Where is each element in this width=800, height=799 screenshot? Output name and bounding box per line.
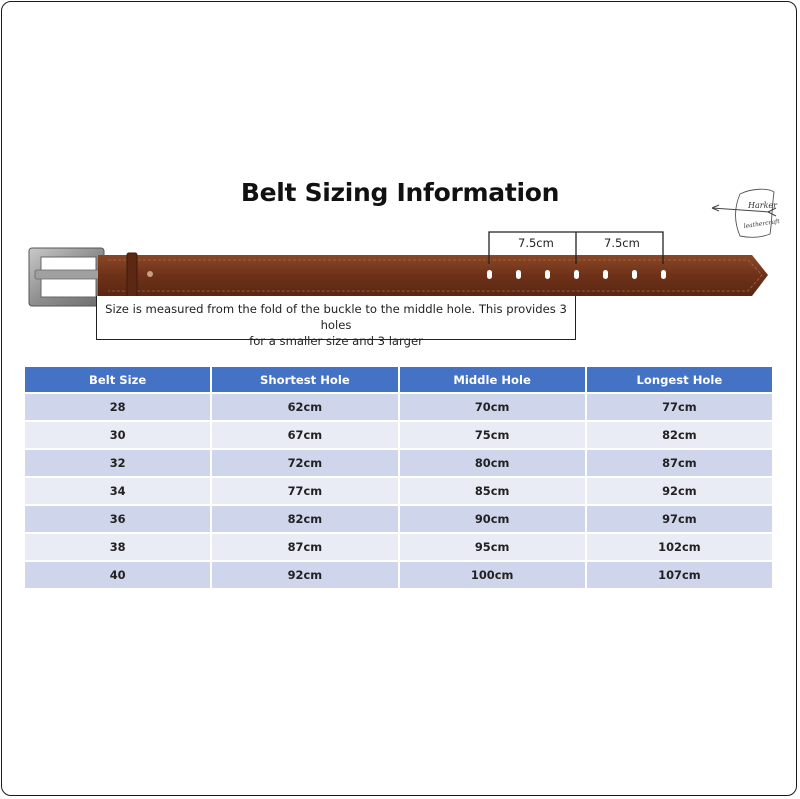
cell-middle: 95cm <box>400 534 585 560</box>
table-header-row <box>25 367 772 392</box>
header-shortest-hole: Shortest Hole <box>212 367 397 392</box>
cell-middle: 90cm <box>400 506 585 532</box>
cell-longest: 92cm <box>587 478 772 504</box>
cell-shortest: 62cm <box>212 394 397 420</box>
cell-shortest: 87cm <box>212 534 397 560</box>
cell-belt-size: 40 <box>25 562 210 588</box>
table-row <box>25 534 772 560</box>
cell-middle: 70cm <box>400 394 585 420</box>
note-line-1: Size is measured from the fold of the buckle to the middle hole. This provides 3 holes <box>105 302 567 332</box>
svg-text:Harker: Harker <box>748 201 777 210</box>
page-title: Belt Sizing Information <box>240 178 560 207</box>
svg-text:leathercraft: leathercraft <box>743 218 780 230</box>
cell-belt-size: 32 <box>25 450 210 476</box>
harker-logo <box>710 186 780 246</box>
belt-strap <box>100 255 768 296</box>
cell-longest: 82cm <box>587 422 772 448</box>
cell-belt-size: 30 <box>25 422 210 448</box>
cell-middle: 85cm <box>400 478 585 504</box>
gap-label-left: 7.5cm <box>518 236 554 250</box>
cell-shortest: 67cm <box>212 422 397 448</box>
cell-longest: 107cm <box>587 562 772 588</box>
belt-keeper <box>127 253 137 299</box>
header-belt-size: Belt Size <box>25 367 210 392</box>
note-line-2: for a smaller size and 3 larger <box>249 334 423 348</box>
measurement-note <box>96 296 576 348</box>
cell-shortest: 82cm <box>212 506 397 532</box>
cell-belt-size: 36 <box>25 506 210 532</box>
cell-belt-size: 28 <box>25 394 210 420</box>
cell-shortest: 72cm <box>212 450 397 476</box>
cell-longest: 102cm <box>587 534 772 560</box>
table-row <box>25 478 772 504</box>
cell-belt-size: 38 <box>25 534 210 560</box>
cell-longest: 87cm <box>587 450 772 476</box>
table-row <box>25 562 772 588</box>
cell-longest: 77cm <box>587 394 772 420</box>
cell-shortest: 92cm <box>212 562 397 588</box>
table-row <box>25 506 772 532</box>
belt-rivet <box>147 271 153 277</box>
table-row <box>25 450 772 476</box>
cell-longest: 97cm <box>587 506 772 532</box>
belt-size-table <box>23 365 774 590</box>
table-row <box>25 422 772 448</box>
cell-middle: 80cm <box>400 450 585 476</box>
header-longest-hole: Longest Hole <box>587 367 772 392</box>
cell-middle: 100cm <box>400 562 585 588</box>
gap-label-right: 7.5cm <box>604 236 640 250</box>
cell-middle: 75cm <box>400 422 585 448</box>
table-row <box>25 394 772 420</box>
header-middle-hole: Middle Hole <box>400 367 585 392</box>
cell-shortest: 77cm <box>212 478 397 504</box>
cell-belt-size: 34 <box>25 478 210 504</box>
